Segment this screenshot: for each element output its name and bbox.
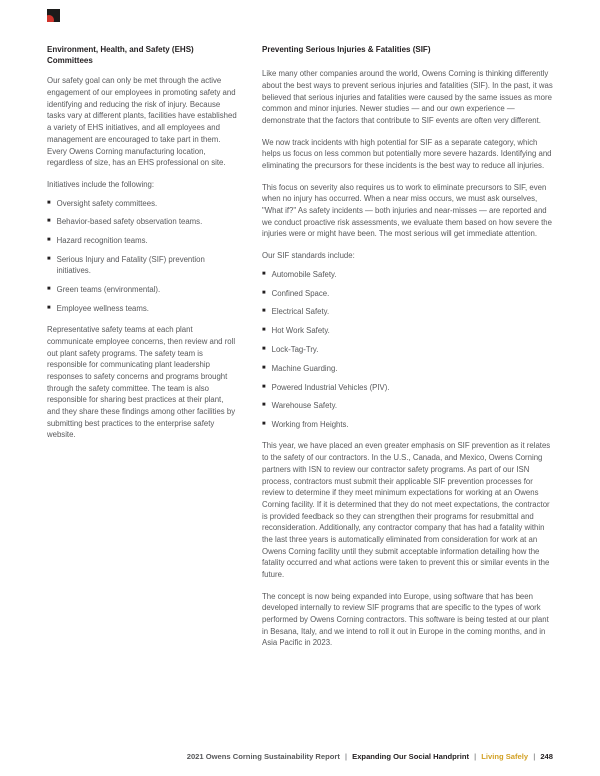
list-item [47,254,237,277]
bullet-square-icon: ■ [262,327,266,334]
list-item [47,284,237,295]
paragraph: The concept is now being expanded into Europe, using software that has been developed internally to review SIF programs that are specific to the types of work performed by Owens Corning contractors. This software is being tested at our plant in Besana, Italy, and we intend to roll it out in Europe in the coming months, and in Asia Pacific in 2023. [262,591,549,648]
ehs-initiatives-list [47,198,237,315]
paragraph: Like many other companies around the world, Owens Corning is thinking differently about the best ways to prevent serious injuries and fatalities (SIF). In the past, it was believed that serious injuries and fatalities were caused by the same issues as more common and minor injuries. Newer studies — and our own experience — demonstrate that the factors that contribute to SIF events are often very different. [262,69,553,125]
list-item-text: Oversight safety committees. [56,198,158,208]
bullet-square-icon: ■ [47,286,51,293]
list-item [262,419,553,430]
paragraph: This year, we have placed an even greater emphasis on SIF prevention as it relates to the safety of our contractors. In the U.S., Canada, and Mexico, Owens Corning partners with ISN to review our contractor safety programs. As part of our ISN process, contractors must submit their applicable SIF prevention processes for review to determine if they meet minimum expectations for working at an Owens Corning facility. If it is determined that they do not meet expectations, the contractor is provided feedback so they can strengthen their programs for resubmittal and reconsideration. Additionally, any contractor company that has had a fatality within the last three years is automatically eliminated from consideration for work at an Owens Corning facility until they submit acceptable information detailing how the fatality occurred and what actions were taken to prevent this or similar events in the future. [262,441,551,580]
bullet-square-icon: ■ [47,255,51,262]
list-item-text: Lock-Tag-Try. [271,345,319,354]
bullet-square-icon: ■ [47,304,51,311]
list-item-text: Hot Work Safety. [271,326,330,336]
list-item [262,344,553,355]
footer-subsection: Living Safely [481,752,529,761]
bullet-square-icon: ■ [47,237,51,244]
bullet-square-icon: ■ [262,383,266,390]
right-column [262,44,553,659]
paragraph: Representative safety teams at each plant communicate employee concerns, then review and roll out plant safety programs. The safety team is responsible for communicating plant leadership responses to safety concerns and programs brought through the safety committee. The team is also responsible for sharing best practices at their plant, and they share these findings among other facilities by submitting best practices to the enterprise safety website. [47,325,236,440]
list-item-text: Hazard recognition teams. [56,236,148,246]
logo-red-accent-icon [47,15,54,22]
list-item-text: Warehouse Safety. [271,401,338,411]
bullet-square-icon: ■ [262,270,266,277]
footer-page-number: 248 [540,752,553,761]
list-item-text: Automobile Safety. [271,269,337,279]
list-item-text: Serious Injury and Fatality (SIF) prevention initiatives. [56,254,205,276]
bullet-square-icon: ■ [262,364,266,371]
list-item [262,325,553,336]
list-item [262,382,553,393]
bullet-square-icon: ■ [262,402,266,409]
footer-separator: | [474,752,477,761]
list-item-text: Powered Industrial Vehicles (PIV). [271,382,390,392]
list-item [262,269,553,280]
sif-standards-list [262,269,553,431]
list-item [47,198,237,209]
list-item-text: Green teams (environmental). [56,285,161,295]
footer-separator: | [345,752,348,761]
list-item-text: Working from Heights. [271,420,349,430]
list-intro: Initiatives include the following: [47,179,155,189]
footer-section: Expanding Our Social Handprint [352,752,470,761]
owens-corning-logo [47,9,60,22]
list-item-text: Employee wellness teams. [56,303,149,313]
page-footer [187,752,553,761]
paragraph: We now track incidents with high potential for SIF as a separate category, which helps us focus on less common but potentially more severe hazards. Identifying and eliminating the precursors for these incidents is the best way to reduce all injuries. [262,137,552,170]
list-item [47,235,237,246]
heading-preventing-sif: Preventing Serious Injuries & Fatalities (SIF) [262,45,431,54]
bullet-square-icon: ■ [262,308,266,315]
list-item-text: Confined Space. [271,288,330,298]
paragraph: This focus on severity also requires us to work to eliminate precursors to SIF, even when no injury has occurred. When a near miss occurs, we must ask ourselves, "What if?" As safety incidents — both injuries and near-misses — are reported and we conduct proactive risk assessments, we evaluate them based on how severe the injuries were or might have been. The most serious will get immediate attention. [262,182,552,239]
content-columns [47,44,553,659]
list-item [262,288,553,299]
bullet-square-icon: ■ [262,289,266,296]
list-item [262,306,553,317]
list-item [47,216,237,227]
bullet-square-icon: ■ [262,346,266,352]
list-item [262,363,553,374]
footer-separator: | [533,752,536,761]
list-item-text: Electrical Safety. [271,307,330,317]
heading-ehs-committees: Environment, Health, and Safety (EHS) Committees [47,45,194,66]
list-item-text: Behavior-based safety observation teams. [56,217,203,227]
list-item [262,400,553,411]
footer-report-title: 2021 Owens Corning Sustainability Report [186,752,340,761]
list-item [47,303,237,314]
list-intro: Our SIF standards include: [262,251,355,261]
left-column [47,44,237,659]
bullet-square-icon: ■ [262,421,266,428]
bullet-square-icon: ■ [47,199,51,206]
list-item-text: Machine Guarding. [271,363,338,373]
bullet-square-icon: ■ [47,218,51,225]
paragraph: Our safety goal can only be met through the active engagement of our employees in promoting safety and identifying and reducing the risk of injury. Because tasks vary at different plants, facilities have established a variety of EHS initiatives, and all employees and management are encouraged to take part in them. Every Owens Corning manufacturing location, regardless of size, has an EHS professional on site. [47,76,237,168]
